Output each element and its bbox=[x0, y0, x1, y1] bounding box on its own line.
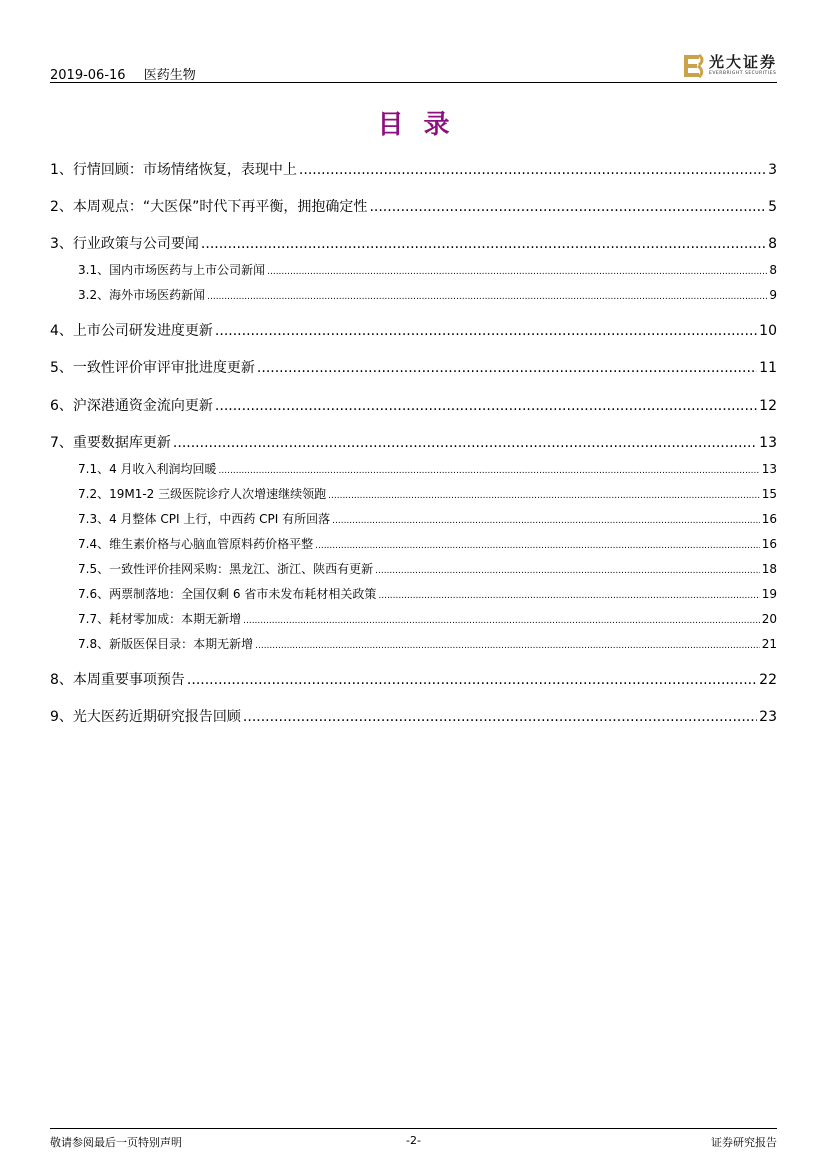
toc-title: 目录 bbox=[377, 110, 470, 140]
toc-dot-leader bbox=[315, 537, 760, 551]
toc-dot-leader bbox=[257, 360, 757, 376]
toc-dot-leader bbox=[369, 199, 766, 215]
toc-entry-number: 3.2、 bbox=[78, 288, 110, 302]
toc-entry-title: 一致性评价挂网采购：黑龙江、浙江、陕西有更新 bbox=[109, 562, 374, 576]
toc-entry-title: 新版医保目录：本期无新增 bbox=[109, 637, 254, 651]
toc-dot-leader bbox=[243, 612, 760, 626]
toc-entry[interactable] bbox=[50, 535, 777, 552]
toc-dot-leader bbox=[201, 236, 766, 252]
toc-entry[interactable] bbox=[50, 261, 777, 278]
toc-dot-leader bbox=[332, 512, 760, 526]
toc-entry[interactable] bbox=[50, 510, 777, 527]
toc-entry-number: 7.5、 bbox=[78, 562, 110, 576]
toc-entry-title: 国内市场医药与上市公司新闻 bbox=[109, 263, 266, 277]
footer-disclaimer: 敬请参阅最后一页特别声明 bbox=[50, 1136, 182, 1149]
toc-entry-page: 16 bbox=[761, 537, 777, 551]
toc-entry[interactable] bbox=[50, 159, 777, 179]
toc-entry[interactable] bbox=[50, 233, 777, 253]
toc-entry[interactable] bbox=[50, 432, 777, 452]
toc-entry-number: 7.2、 bbox=[78, 487, 110, 501]
toc-entry[interactable] bbox=[50, 286, 777, 303]
toc-entry-title: 沪深港通资金流向更新 bbox=[72, 398, 213, 414]
toc-entry-page: 8 bbox=[768, 236, 777, 252]
toc-entry[interactable] bbox=[50, 320, 777, 340]
toc-entry-title: 维生素价格与心脑血管原料药价格平整 bbox=[109, 537, 314, 551]
toc-entry[interactable] bbox=[50, 485, 777, 502]
toc-entry-title: 两票制落地：全国仅剩 6 省市未发布耗材相关政策 bbox=[109, 587, 377, 601]
toc-entry-page: 10 bbox=[759, 323, 777, 339]
toc-entry-number: 7.3、 bbox=[78, 512, 110, 526]
toc-entry-title: 重要数据库更新 bbox=[72, 435, 171, 451]
toc-entry[interactable] bbox=[50, 357, 777, 377]
toc-entry-page: 16 bbox=[761, 512, 777, 526]
toc-dot-leader bbox=[219, 462, 760, 476]
toc-entry-page: 8 bbox=[769, 263, 777, 277]
toc-entry-title: 海外市场医药新闻 bbox=[109, 288, 206, 302]
toc-entry-page: 15 bbox=[761, 487, 777, 501]
toc-dot-leader bbox=[375, 562, 760, 576]
toc-entry[interactable] bbox=[50, 395, 777, 415]
toc-entry-number: 7.8、 bbox=[78, 637, 110, 651]
toc-entry-number: 4、 bbox=[50, 323, 73, 339]
toc-entry-title: 本周观点：“大医保”时代下再平衡，拥抱确定性 bbox=[72, 199, 368, 215]
report-sector: 医药生物 bbox=[143, 68, 196, 83]
toc-entry-title: 上市公司研发进度更新 bbox=[72, 323, 213, 339]
toc-entry-number: 6、 bbox=[50, 398, 73, 414]
footer-report-type: 证券研究报告 bbox=[711, 1136, 777, 1149]
toc-dot-leader bbox=[243, 709, 757, 725]
toc-entry-number: 3.1、 bbox=[78, 263, 110, 277]
toc-entry-page: 19 bbox=[761, 587, 777, 601]
toc-entry[interactable] bbox=[50, 635, 777, 652]
toc-dot-leader bbox=[187, 672, 757, 688]
toc-entry-title: 本周重要事项预告 bbox=[72, 672, 185, 688]
toc-entry-title: 4 月整体 CPI 上行，中西药 CPI 有所回落 bbox=[109, 512, 331, 526]
toc-entry-number: 7.6、 bbox=[78, 587, 110, 601]
toc-entry-page: 11 bbox=[759, 360, 777, 376]
toc-entry[interactable] bbox=[50, 585, 777, 602]
toc-dot-leader bbox=[207, 288, 767, 302]
toc-entry-page: 13 bbox=[759, 435, 777, 451]
toc-entry-number: 8、 bbox=[50, 672, 73, 688]
everbright-logo-icon bbox=[683, 53, 705, 79]
report-date: 2019-06-16 bbox=[50, 68, 126, 83]
toc-entry-page: 13 bbox=[761, 462, 777, 476]
footer-rule bbox=[50, 1128, 777, 1129]
toc-entry-page: 23 bbox=[759, 709, 777, 725]
toc-entry-page: 9 bbox=[769, 288, 777, 302]
toc-entry-number: 1、 bbox=[50, 162, 73, 178]
toc-entry-page: 18 bbox=[761, 562, 777, 576]
toc-entry[interactable] bbox=[50, 669, 777, 689]
toc-entry-page: 3 bbox=[768, 162, 777, 178]
toc-dot-leader bbox=[299, 162, 766, 178]
toc-entry[interactable] bbox=[50, 460, 777, 477]
header-meta bbox=[50, 64, 196, 83]
toc-entry[interactable] bbox=[50, 196, 777, 216]
toc-dot-leader bbox=[267, 263, 767, 277]
toc-dot-leader bbox=[215, 398, 757, 414]
page-footer bbox=[50, 1134, 777, 1150]
toc-dot-leader bbox=[215, 323, 757, 339]
toc-dot-leader bbox=[328, 487, 760, 501]
toc-entry[interactable] bbox=[50, 706, 777, 726]
toc-entry-number: 9、 bbox=[50, 709, 73, 725]
toc-dot-leader bbox=[378, 587, 759, 601]
toc-entry-number: 7.7、 bbox=[78, 612, 110, 626]
toc-entry-title: 19M1-2 三级医院诊疗人次增速继续领跑 bbox=[109, 487, 327, 501]
toc-entry-number: 2、 bbox=[50, 199, 73, 215]
toc-entry-page: 5 bbox=[768, 199, 777, 215]
toc-entry-title: 耗材零加成：本期无新增 bbox=[109, 612, 242, 626]
toc-entry-page: 12 bbox=[759, 398, 777, 414]
toc-entry-title: 行业政策与公司要闻 bbox=[72, 236, 199, 252]
toc-dot-leader bbox=[173, 435, 757, 451]
toc-entry-number: 3、 bbox=[50, 236, 73, 252]
toc-entry-page: 21 bbox=[761, 637, 777, 651]
toc-entry-page: 20 bbox=[761, 612, 777, 626]
toc-entry[interactable] bbox=[50, 610, 777, 627]
page-header bbox=[50, 52, 777, 82]
toc-entry-number: 7.1、 bbox=[78, 462, 110, 476]
toc-entry-number: 7、 bbox=[50, 435, 73, 451]
toc-entry-number: 7.4、 bbox=[78, 537, 110, 551]
toc-entry-title: 4 月收入利润均回暖 bbox=[109, 462, 217, 476]
toc-entry-title: 光大医药近期研究报告回顾 bbox=[72, 709, 241, 725]
toc-dot-leader bbox=[255, 637, 760, 651]
logo-en-text: EVERBRIGHT SECURITIES bbox=[708, 71, 777, 77]
toc-entry[interactable] bbox=[50, 560, 777, 577]
header-rule bbox=[50, 82, 777, 83]
page-number: -2- bbox=[406, 1134, 421, 1147]
logo-cn-text: 光大证券 bbox=[708, 53, 777, 72]
toc-entry-page: 22 bbox=[759, 672, 777, 688]
everbright-logo bbox=[683, 52, 777, 80]
toc-entry-title: 行情回顾：市场情绪恢复，表现中上 bbox=[72, 162, 297, 178]
toc-entry-title: 一致性评价审评审批进度更新 bbox=[72, 360, 255, 376]
toc-entry-number: 5、 bbox=[50, 360, 73, 376]
